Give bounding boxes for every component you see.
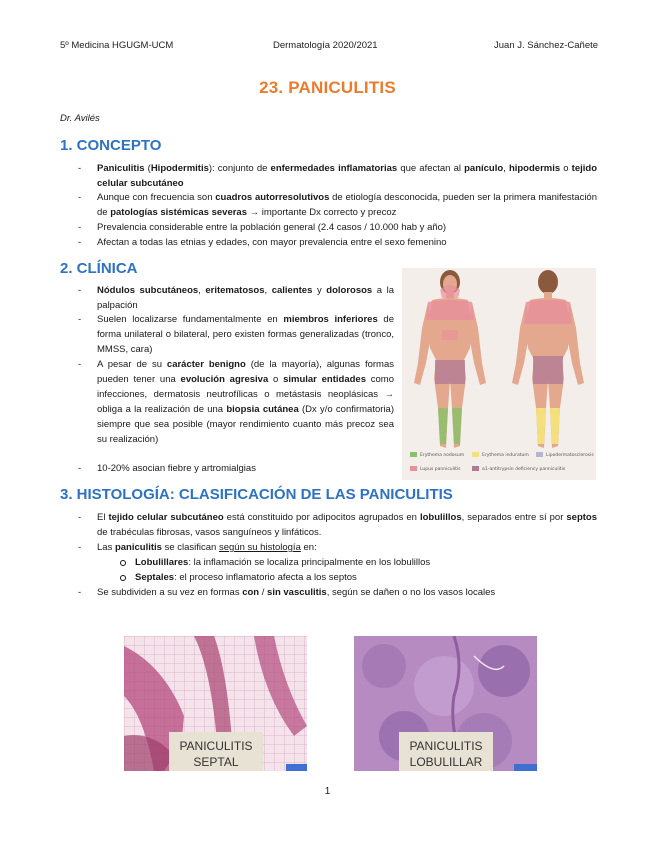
legend-erythema-nodosum: Erythema nodosum (410, 452, 464, 458)
front-body (414, 270, 486, 448)
clinica-bullet-4: - 10-20% asocian fiebre y artromialgias (78, 463, 256, 474)
header-left: 5º Medicina HGUGM-UCM (60, 40, 174, 51)
scale-bar-left (286, 764, 307, 771)
concepto-bullet-1: - Paniculitis (Hipodermitis): conjunto de enfermedades inflamatorias que afectan al panículo, hipodermis o tejido celular subcutáneo (78, 163, 598, 189)
author: Dr. Avilés (60, 113, 100, 124)
histologia-bullet-2: - Las paniculitis se clasifican según su histología en: (78, 542, 317, 553)
legend-lipodermatosclerosis: Lipodermatosclerosis (536, 452, 594, 458)
clinica-bullet-3: - A pesar de su carácter benigno (de la mayoría), algunas formas pueden tener una evolución agresiva o simular entidades como infecciones, dermatosis neutrofílicas o metástasis neoplásicas → obliga a la realización de una biopsia cutánea (Dx y/o confirmatoria) siempre que sea posible (mayor rendimiento cuanto más precoz sea su realización) (78, 359, 395, 445)
legend-lupus-panniculitis: Lupus panniculitis (410, 466, 461, 472)
back-body (512, 270, 584, 448)
histologia-bullet-1: - El tejido celular subcutáneo está constituido por adipocitos agrupados en lobulillos, separados entre sí por septos de trabéculas fibrosas, vasos sanguíneos y linfáticos. (78, 512, 597, 538)
scale-bar-right (514, 764, 537, 771)
micrograph-lobulillar (354, 636, 537, 771)
header-center: Dermatología 2020/2021 (273, 40, 378, 51)
section-heading-concepto: 1. CONCEPTO (60, 137, 162, 154)
histologia-bullet-3: - Se subdividen a su vez en formas con / sin vasculitis, según se dañen o no los vasos locales (78, 587, 496, 598)
clinica-bullet-1: - Nódulos subcutáneos, eritematosos, calientes y dolorosos a la palpación (78, 285, 394, 311)
histologia-sub-septales: Septales: el proceso inflamatorio afecta a los septos (135, 570, 595, 585)
panniculitis-distribution-figure (402, 268, 596, 480)
concepto-bullet-2: - Aunque con frecuencia son cuadros autorresolutivos de etiología desconocida, pueden ser la primera manifestación de patologías sistémicas severas → importante Dx correcto y precoz (78, 192, 597, 218)
section-heading-histologia: 3. HISTOLOGÍA: CLASIFICACIÓN DE LAS PANICULITIS (60, 486, 453, 503)
label-lobulillar: PANICULITIS LOBULILLAR (399, 732, 493, 771)
clinica-bullet-2: - Suelen localizarse fundamentalmente en miembros inferiores de forma unilateral o bilateral, pero existen formas generalizadas (tronco, MMSS, cara) (78, 314, 394, 355)
legend-erythema-induratum: Erythema induratum (472, 452, 529, 458)
body-diagram (402, 268, 596, 480)
concepto-bullet-3: - Prevalencia considerable entre la población general (2.4 casos / 10.000 hab y año) (78, 222, 447, 233)
concepto-bullet-4: - Afectan a todas las etnias y edades, con mayor prevalencia entre el sexo femenino (78, 237, 447, 248)
label-septal: PANICULITIS SEPTAL (169, 732, 263, 771)
legend-a1at-panniculitis: α1-antitrypsin deficiency panniculitis (472, 466, 565, 472)
section-heading-clinica: 2. CLÍNICA (60, 260, 138, 277)
page-number: 1 (324, 786, 331, 797)
micrograph-septal (124, 636, 307, 771)
header-right: Juan J. Sánchez-Cañete (494, 40, 599, 51)
page-title: 23. PANICULITIS (259, 78, 396, 97)
histologia-sub-lobulillares: Lobulillares: la inflamación se localiza principalmente en los lobulillos (135, 555, 595, 570)
